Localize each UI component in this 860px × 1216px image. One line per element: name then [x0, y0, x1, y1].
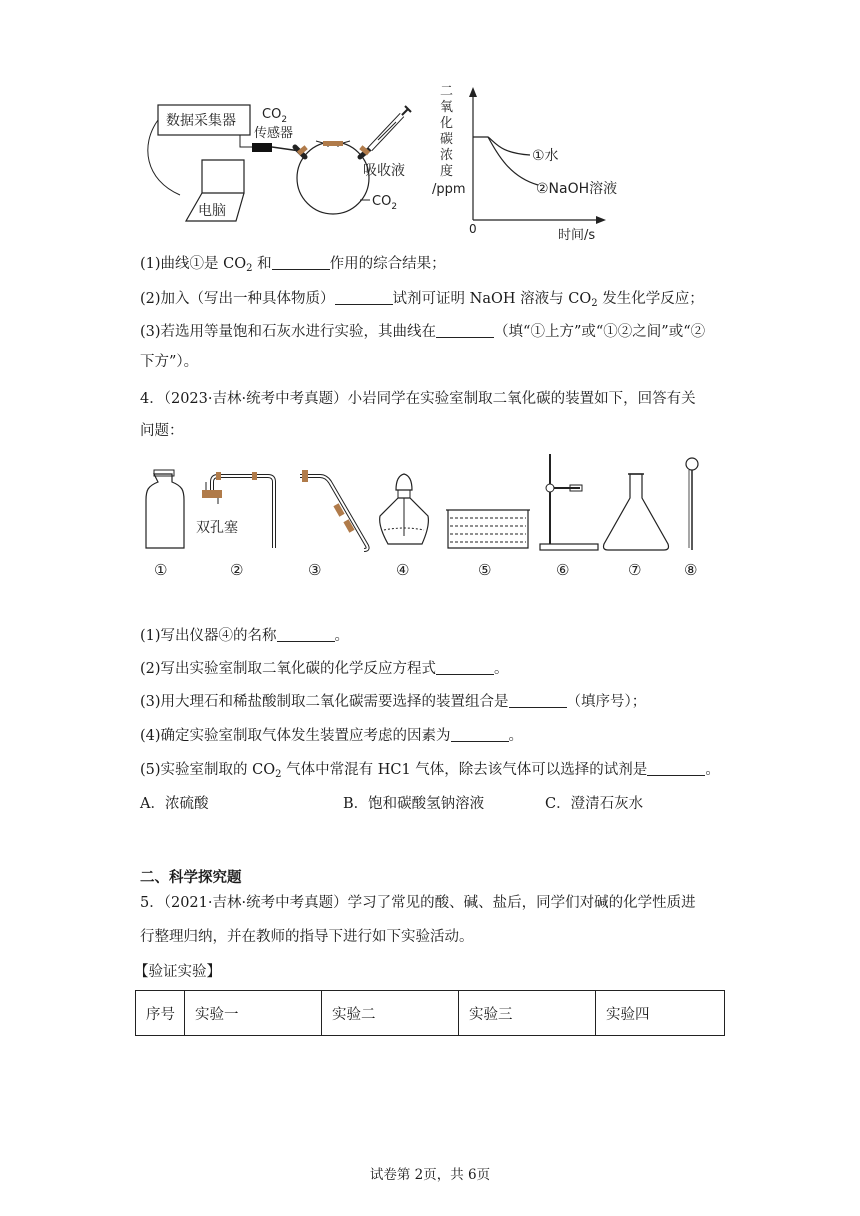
experiment-table — [135, 990, 725, 1036]
apparatus-number-6: ⑥ — [556, 561, 570, 579]
option-c[interactable]: C．澄清石灰水 — [545, 796, 644, 812]
verify-heading: 【验证实验】 — [134, 964, 221, 980]
water-trough-icon — [446, 510, 530, 548]
syringe-icon — [370, 106, 411, 149]
sensor-label: 传感器 — [254, 126, 294, 141]
q3-part2: (2)加入（写出一种具体物质） 试剂可证明 NaOH 溶液与 $CO_2$ 发生化学反应； — [140, 291, 704, 309]
q4-part5: (5)实验室制取的 $CO_2$ 气体中常混有 HC1 气体，除去该气体可以选择的试剂是 。 — [140, 762, 720, 780]
apparatus-number-3: ③ — [308, 561, 322, 579]
curve-water — [473, 137, 530, 155]
apparatus-number-2: ② — [230, 561, 244, 579]
answer-blank[interactable] — [335, 290, 393, 305]
computer-label: 电脑 — [198, 203, 226, 219]
apparatus-number-labels — [154, 561, 697, 579]
q4-part1: (1)写出仪器④的名称 。 — [140, 628, 350, 644]
absorbent-label: 吸收液 — [363, 163, 405, 179]
graph-ylabel — [440, 84, 453, 179]
apparatus-figure — [140, 452, 720, 582]
q5-stem-cont: 行整理归纳，并在教师的指导下进行如下实验活动。 — [140, 929, 474, 945]
table-header-cell: 实验三 — [459, 991, 596, 1036]
co2-sensor — [252, 143, 272, 152]
q4-part2: (2)写出实验室制取二氧化碳的化学反应方程式 。 — [140, 661, 509, 677]
answer-blank[interactable] — [436, 323, 494, 338]
co2-sensor-label: $CO_2$ — [262, 107, 288, 125]
ylabel-char: 氧 — [440, 100, 454, 115]
ylabel-char: 度 — [440, 164, 454, 179]
two-hole-stopper-tube — [196, 472, 274, 548]
erlenmeyer-flask-icon — [604, 474, 669, 550]
q3-part3-cont: 下方”）。 — [140, 354, 199, 370]
q5-stem: 5．（2021·吉林·统考中考真题）学习了常见的酸、碱、盐后，同学们对碱的化学性质进 — [140, 895, 696, 911]
q4-stem-cont: 问题： — [140, 423, 184, 439]
option-b[interactable]: B．饱和碳酸氢钠溶液 — [343, 796, 485, 812]
answer-blank[interactable] — [272, 255, 330, 270]
q3-part1: (1)曲线①是 $CO_2$ 和 作用的综合结果； — [140, 256, 446, 274]
flask-gas-label: $CO_2$ — [372, 194, 398, 212]
graph-xlabel: 时间/s — [558, 228, 596, 243]
apparatus-number-1: ① — [154, 561, 168, 579]
iron-stand-icon — [540, 454, 598, 550]
gas-bottle-icon — [146, 470, 184, 548]
ylabel-char: 浓 — [440, 148, 454, 163]
q3-part3: (3)若选用等量饱和石灰水进行实验，其曲线在 （填“①上方”或“①②之间”或“② — [140, 324, 706, 340]
table-row — [136, 991, 725, 1036]
graph-origin: 0 — [469, 222, 477, 236]
page-footer: 试卷第 2页，共 6页 — [369, 1167, 491, 1183]
curve1-label: ①水 — [532, 148, 559, 164]
co2-sensor-figure — [140, 84, 640, 243]
table-header-cell: 实验二 — [322, 991, 459, 1036]
answer-blank[interactable] — [647, 761, 705, 776]
table-header-cell: 实验一 — [185, 991, 322, 1036]
stopper-label: 双孔塞 — [196, 520, 238, 536]
laptop-icon — [186, 160, 244, 221]
apparatus-number-4: ④ — [396, 561, 410, 579]
data-collector-label: 数据采集器 — [166, 113, 236, 129]
three-neck-flask — [295, 141, 372, 214]
answer-blank[interactable] — [509, 693, 567, 708]
q4-stem: 4．（2023·吉林·统考中考真题）小岩同学在实验室制取二氧化碳的装置如下，回答有关 — [140, 391, 696, 407]
alcohol-lamp-icon — [380, 474, 429, 544]
q4-part3: (3)用大理石和稀盐酸制取二氧化碳需要选择的装置组合是 （填序号）； — [140, 694, 647, 710]
graph-yunit: /ppm — [432, 182, 466, 197]
table-header-cell: 序号 — [136, 991, 185, 1036]
q4-part4: (4)确定实验室制取气体发生装置应考虑的因素为 。 — [140, 728, 524, 744]
apparatus-number-5: ⑤ — [478, 561, 492, 579]
delivery-tube — [300, 470, 368, 550]
option-a[interactable]: A．浓硫酸 — [140, 796, 209, 812]
curve2-label: ②NaOH溶液 — [536, 181, 618, 197]
table-header-cell: 实验四 — [596, 991, 725, 1036]
apparatus-number-8: ⑧ — [684, 561, 698, 579]
answer-blank[interactable] — [451, 727, 509, 742]
ylabel-char: 二 — [440, 84, 454, 99]
section-title: 二、科学探究题 — [140, 869, 242, 886]
apparatus-number-7: ⑦ — [628, 561, 642, 579]
answer-blank[interactable] — [277, 627, 335, 642]
answer-blank[interactable] — [436, 660, 494, 675]
concentration-graph — [432, 84, 617, 243]
thistle-funnel-icon — [686, 458, 698, 550]
ylabel-char: 化 — [440, 116, 454, 131]
ylabel-char: 碳 — [440, 132, 454, 147]
